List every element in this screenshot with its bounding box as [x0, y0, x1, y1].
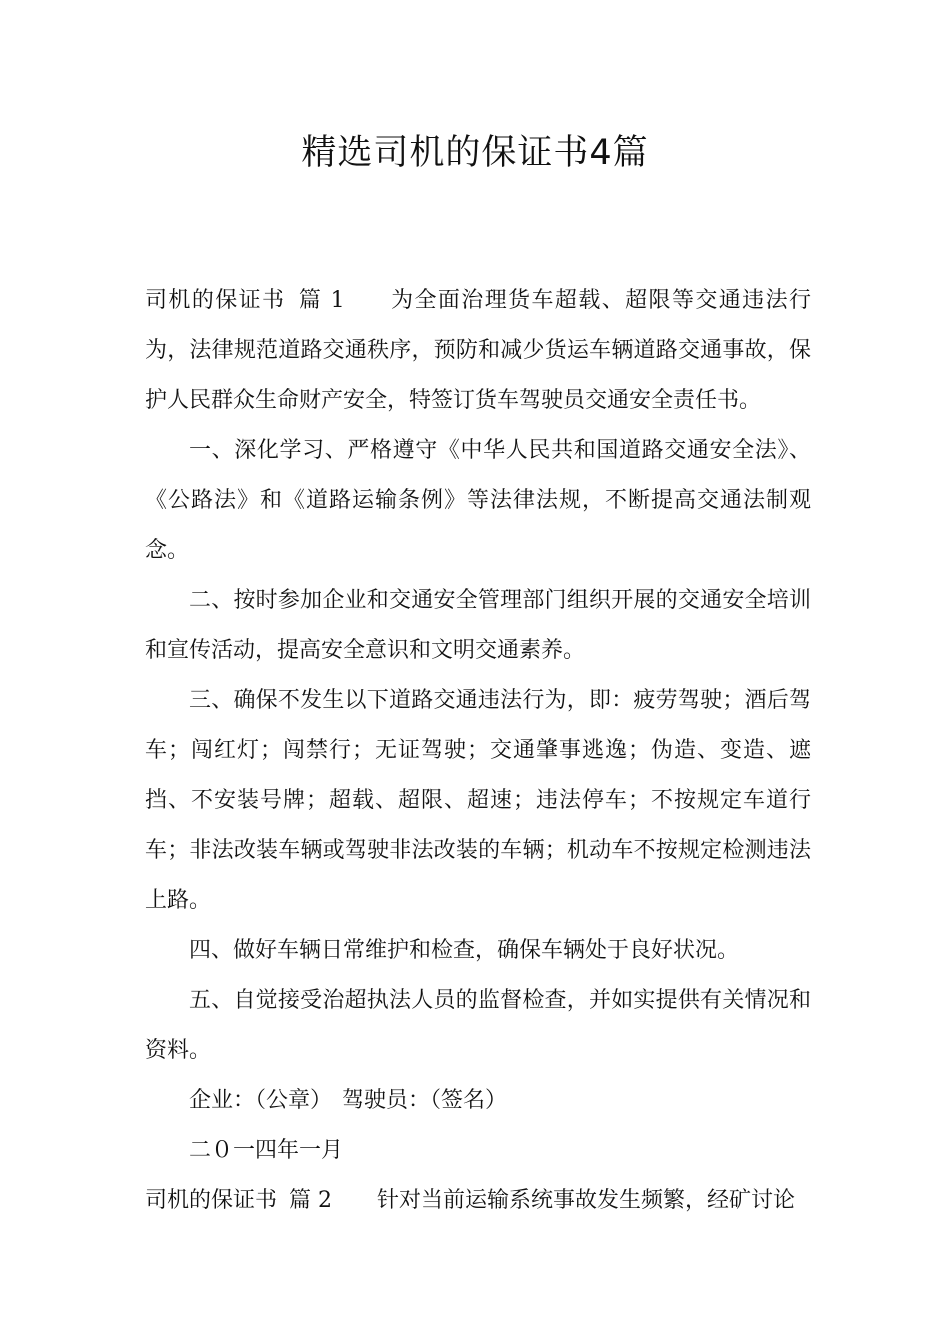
section-1-number: 篇 1 — [297, 288, 345, 313]
section-1-intro: 为全面治理货车超载、超限等交通违法行为，法律规范道路交通秩序，预防和减少货运车辆道路交通事故，保护人民群众生命财产安全，特签订货车驾驶员交通安全责任书。 — [145, 288, 811, 413]
signature-line — [145, 1076, 811, 1126]
section-2-paragraph — [145, 1176, 811, 1226]
section-2-intro: 针对当前运输系统事故发生频繁，经矿讨论 — [377, 1188, 796, 1213]
section-1-item-5: 五、自觉接受治超执法人员的监督检查，并如实提供有关情况和资料。 — [145, 988, 811, 1063]
document-title: 精选司机的保证书4篇 — [301, 133, 649, 173]
document-date: 二０一四年一月 — [189, 1138, 344, 1163]
section-1-item-3: 三、确保不发生以下道路交通违法行为，即：疲劳驾驶；酒后驾车；闯红灯；闯禁行；无证驾驶；交通肇事逃逸；伪造、变造、遮挡、不安装号牌；超载、超限、超速；违法停车；不按规定车道行车；非法改装车辆或驾驶非法改装的车辆；机动车不按规定检测违法上路。 — [145, 688, 811, 913]
section-1-item-2: 二、按时参加企业和交通安全管理部门组织开展的交通安全培训和宣传活动，提高安全意识和文明交通素养。 — [145, 588, 811, 663]
company-signature: 企业：（公章） — [189, 1088, 333, 1113]
section-1-item-4: 四、做好车辆日常维护和检查，确保车辆处于良好状况。 — [189, 938, 740, 963]
section-1-paragraph — [145, 276, 811, 426]
section-2-number: 篇 2 — [289, 1188, 333, 1213]
section-1-heading: 司机的保证书 — [145, 288, 286, 313]
document-body — [145, 276, 811, 1226]
section-2-heading: 司机的保证书 — [145, 1188, 278, 1213]
driver-signature: 驾驶员：（签名） — [342, 1088, 508, 1113]
section-1-item-1: 一、深化学习、严格遵守《中华人民共和国道路交通安全法》、《公路法》和《道路运输条例》等法律法规，不断提高交通法制观念。 — [145, 438, 811, 563]
